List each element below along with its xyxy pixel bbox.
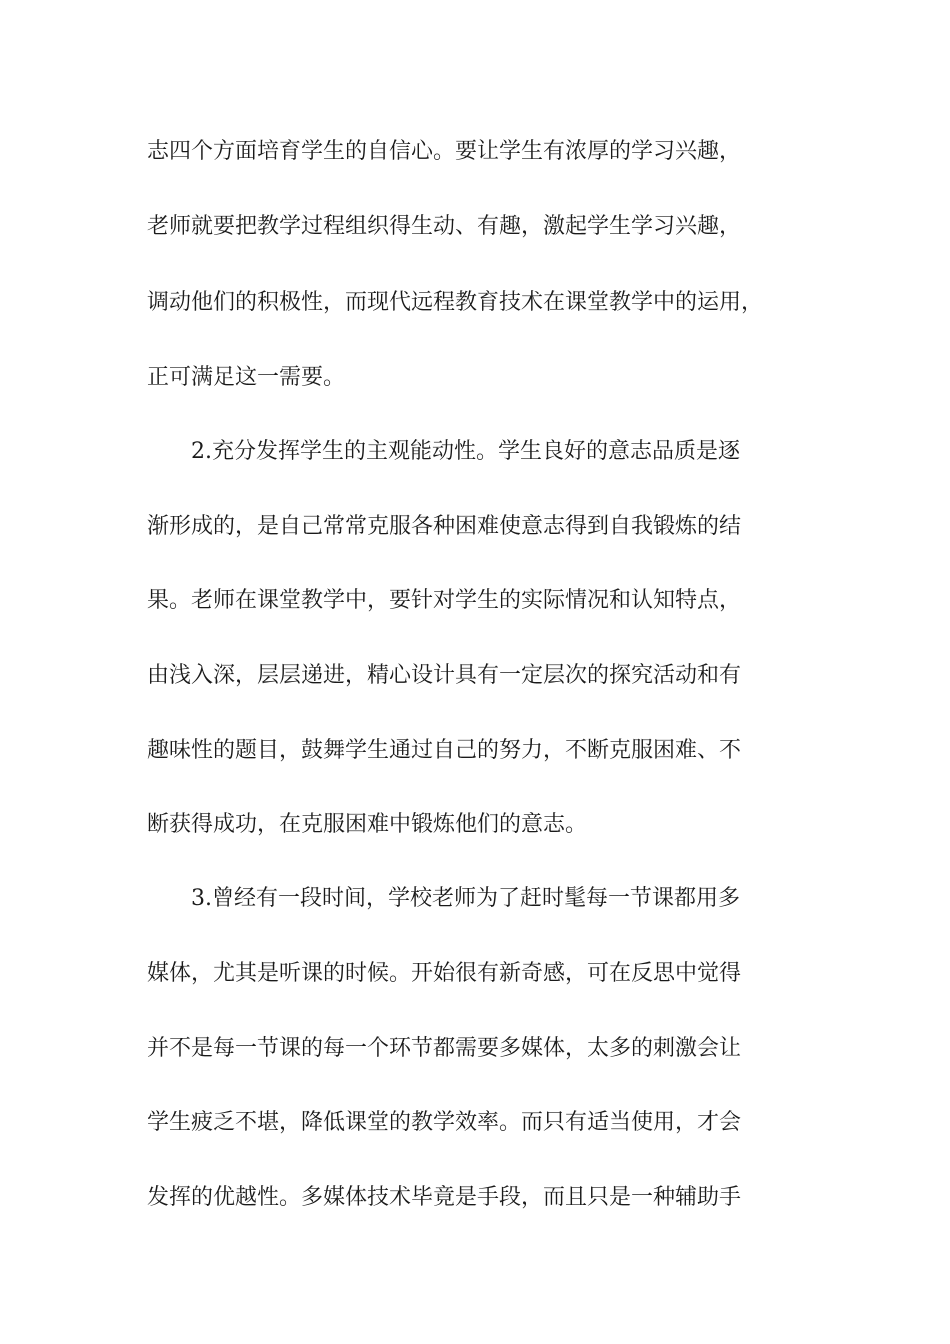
text-line — [0, 358, 950, 398]
text-line-content: 发挥的优越性。多媒体技术毕竟是手段，而且只是一种辅助手 — [147, 1185, 742, 1210]
text-line-content: 2.充分发挥学生的主观能动性。学生良好的意志品质是逐 — [191, 439, 740, 464]
text-line — [0, 1029, 950, 1069]
text-line-content: 3.曾经有一段时间，学校老师为了赶时髦每一节课都用多 — [191, 886, 740, 911]
text-line-content: 由浅入深，层层递进，精心设计具有一定层次的探究活动和有 — [147, 663, 742, 688]
text-line-content: 媒体，尤其是听课的时候。开始很有新奇感，可在反思中觉得 — [147, 961, 742, 986]
text-line-content: 老师就要把教学过程组织得生动、有趣，激起学生学习兴趣， — [147, 214, 742, 239]
text-line-content: 趣味性的题目，鼓舞学生通过自己的努力，不断克服困难、不 — [147, 738, 742, 763]
text-line — [0, 581, 950, 621]
paragraph-first-line — [0, 879, 950, 919]
text-line-content: 断获得成功，在克服困难中锻炼他们的意志。 — [147, 812, 588, 837]
text-line-content: 并不是每一节课的每一个环节都需要多媒体，太多的刺激会让 — [147, 1036, 742, 1061]
text-line-content: 正可满足这一需要。 — [147, 365, 346, 390]
text-line-content: 果。老师在课堂教学中，要针对学生的实际情况和认知特点， — [147, 588, 742, 613]
text-line — [0, 656, 950, 696]
text-line — [0, 1178, 950, 1218]
text-line — [0, 507, 950, 547]
text-line — [0, 731, 950, 771]
text-line — [0, 283, 950, 323]
text-line-content: 学生疲乏不堪，降低课堂的教学效率。而只有适当使用，才会 — [147, 1110, 742, 1135]
text-line-content: 调动他们的积极性，而现代远程教育技术在课堂教学中的运用， — [147, 290, 764, 315]
text-line — [0, 132, 950, 172]
text-line — [0, 805, 950, 845]
text-line — [0, 1103, 950, 1143]
text-line-content: 渐形成的，是自己常常克服各种困难使意志得到自我锻炼的结 — [147, 514, 742, 539]
text-line — [0, 207, 950, 247]
paragraph-first-line — [0, 432, 950, 472]
text-line-content: 志四个方面培育学生的自信心。要让学生有浓厚的学习兴趣， — [147, 139, 742, 164]
text-line — [0, 954, 950, 994]
